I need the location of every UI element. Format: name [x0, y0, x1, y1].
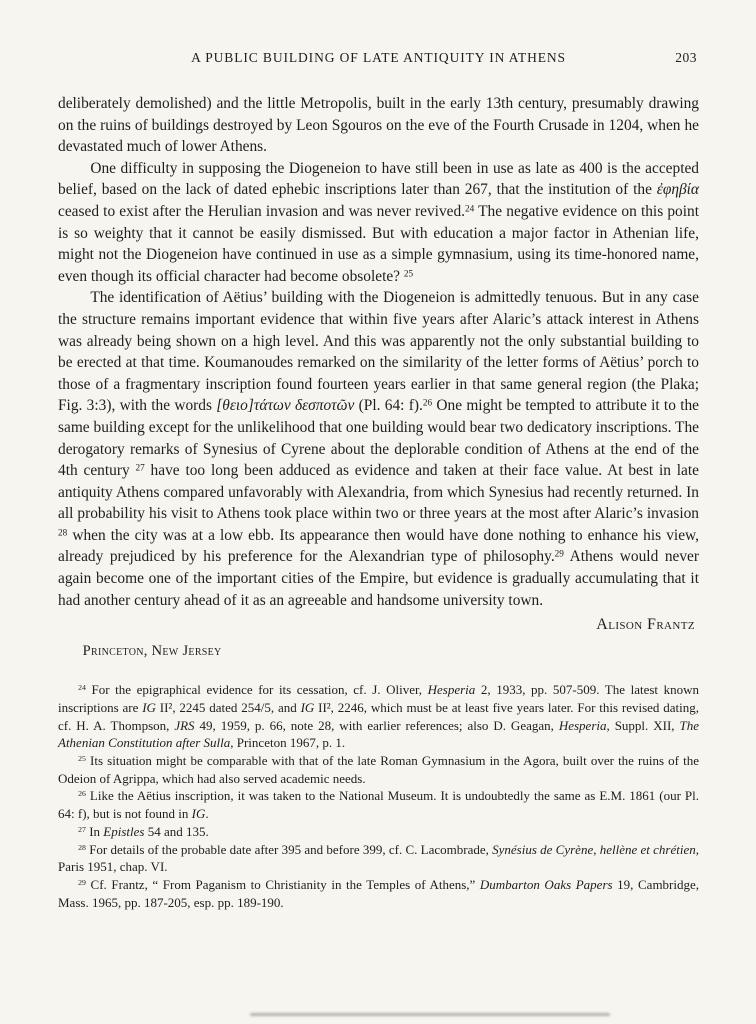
- footnote-24: $^{24}$ For the epigraphical evidence for its cessation, cf. J. Oliver, Hesperia 2, 1933, pp. 507-509. The latest known inscriptions are IG II², 2245 dated 254/5, and IG II², 2246, which must be at least five years later. For this revised dating, cf. H. A. Thompson, JRS 49, 1959, p. 66, note 28, with earlier references; also D. Geagan, Hesperia, Suppl. XII, The Athenian Constitution after Sulla, Princeton 1967, p. 1.: [58, 682, 699, 751]
- article-body: [58, 93, 699, 611]
- footnote-27: $^{27}$ In Epistles 54 and 135.: [78, 823, 209, 839]
- footnotes-section: [58, 681, 699, 911]
- page-number: 203: [675, 50, 697, 65]
- scan-edge-shadow: [250, 1013, 610, 1016]
- footnote-26: $^{26}$ Like the Aëtius inscription, it was taken to the National Museum. It is undoubtedly the same as E.M. 1861 (our Pl. 64: f), but is not found in IG.: [58, 788, 699, 822]
- running-header: [58, 50, 699, 66]
- running-header-title: A PUBLIC BUILDING OF LATE ANTIQUITY IN ATHENS: [191, 50, 566, 65]
- body-paragraph-1: deliberately demolished) and the little Metropolis, built in the early 13th century, presumably drawing on the ruins of buildings destroyed by Leon Sgouros on the eve of the Fourth Crusade in 1204, when he devastated much of lower Athens.: [58, 95, 699, 156]
- body-paragraph-3: The identification of Aëtius’ building with the Diogeneion is admittedly tenuous. But in any case the structure remains important evidence that within five years after Alaric’s attack interest in Athens was already being shown on a high level. And this was apparently not the only substantial building to be erected at that time. Koumanoudes remarked on the similarity of the letter forms of Aëtius’ porch to those of a fragmentary inscription found fourteen years earlier in that same general region (the Plaka; Fig. 3:3), with the words [θειο]τάτων δεσποτῶν (Pl. 64: f).$^{26}$ One might be tempted to attribute it to the same building except for the unlikelihood that one building would bear two dedicatory inscriptions. The derogatory remarks of Synesius of Cyrene about the deplorable condition of Athens at the end of the 4th century $^{27}$ have too long been adduced as evidence and taken at their face value. At best in late antiquity Athens compared unfavorably with Alexandria, from which Synesius had recently returned. In all probability his visit to Athens took place within two or three years at the most after Alaric’s invasion $^{28}$ when the city was at a low ebb. Its appearance then would have done nothing to enhance his view, already prejudiced by his preference for the Alexandrian type of philosophy.$^{29}$ Athens would never again become one of the important cities of the Empire, but evidence is gradually accumulating that it had another century ahead of it as an agreeable and handsome university town.: [58, 289, 699, 609]
- footnote-28: $^{28}$ For details of the probable date after 395 and before 399, cf. C. Lacombrade, Synésius de Cyrène, hellène et chrétien, Paris 1951, chap. VI.: [58, 841, 699, 875]
- footnote-29: $^{29}$ Cf. Frantz, “ From Paganism to Christianity in the Temples of Athens,” Dumbarton Oaks Papers 19, Cambridge, Mass. 1965, pp. 187-205, esp. pp. 189-190.: [58, 876, 700, 910]
- author-signature: Alison Frantz: [596, 616, 695, 634]
- body-paragraph-2: One difficulty in supposing the Diogeneion to have still been in use as late as 400 is the accepted belief, based on the lack of dated ephebic inscriptions later than 267, that the institution of the ἐφηβία ceased to exist after the Herulian invasion and was never revived.$^{24}$ The negative evidence on this point is so weighty that it cannot be easily dismissed. But with education a major factor in Athenian life, might not the Diogeneion have continued in use as a simple gymnasium, using its time-honored name, even though its official character had become obsolete? $^{25}$: [58, 159, 699, 285]
- author-affiliation: Princeton, New Jersey: [82, 643, 222, 660]
- footnote-25: $^{25}$ Its situation might be comparable with that of the late Roman Gymnasium in the Agora, built over the ruins of the Odeion of Agrippa, which had also served academic needs.: [58, 753, 699, 786]
